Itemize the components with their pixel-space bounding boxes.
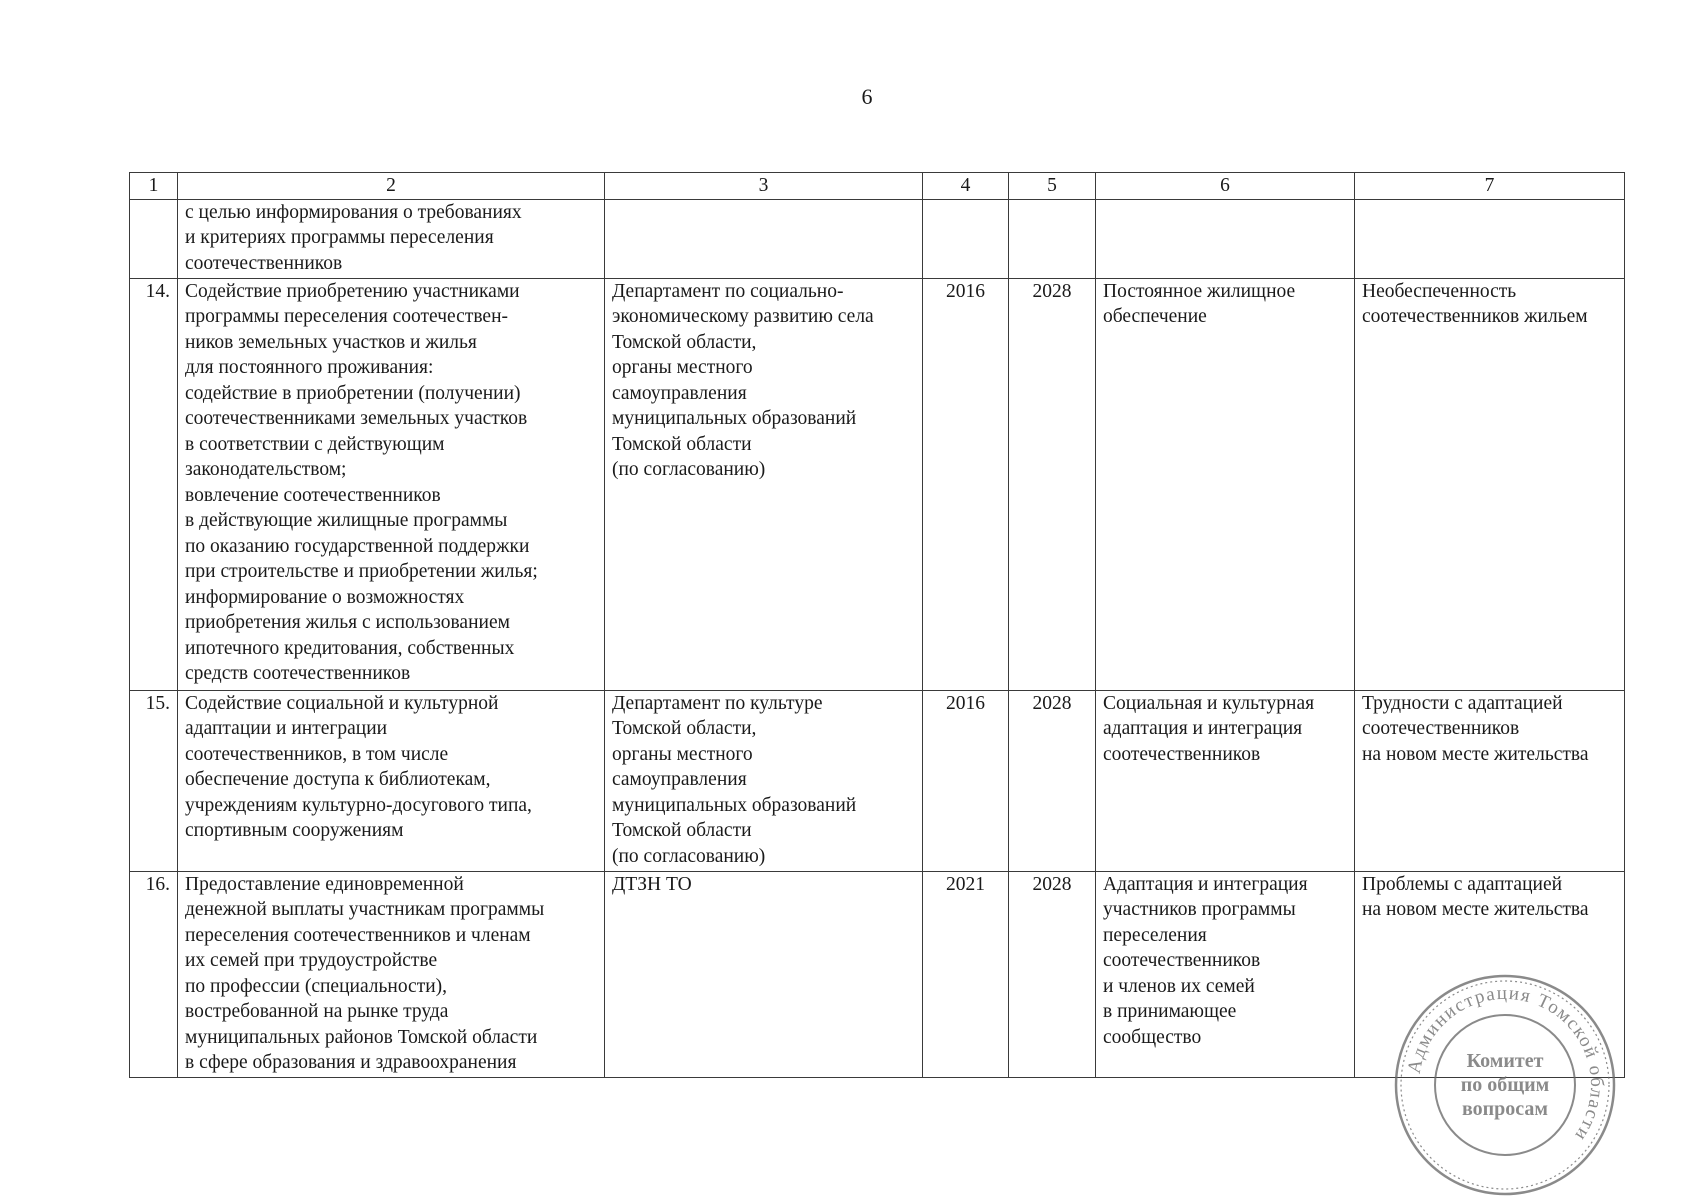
table-row [130, 278, 1625, 690]
cell-line: переселения [1103, 924, 1207, 946]
cell-line: в соответствии с действующим [185, 433, 445, 455]
risk-cell [1355, 690, 1625, 871]
cell-line: соотечественниками земельных участков [185, 408, 528, 429]
column-header: 2 [178, 173, 605, 200]
cell-line: Содействие приобретению участниками [185, 280, 520, 302]
cell-line: соотечественников [185, 252, 343, 274]
cell-line: адаптации и интеграции [185, 718, 388, 739]
start-year-cell [923, 199, 1009, 278]
result-cell [1096, 199, 1355, 278]
table-header-row [130, 173, 1625, 200]
risk-cell [1355, 199, 1625, 278]
table-row [130, 199, 1625, 278]
cell-line: и критериях программы переселения [185, 227, 494, 248]
cell-line: Предоставление единовременной [185, 873, 464, 895]
cell-line: Необеспеченность [1362, 280, 1517, 302]
cell-line: муниципальных районов Томской области [185, 1026, 538, 1048]
cell-line: ипотечного кредитования, собственных [185, 637, 515, 659]
row-number: 15. [130, 690, 178, 871]
column-header: 1 [130, 173, 178, 200]
row-number [130, 199, 178, 278]
row-number: 14. [130, 278, 178, 690]
cell-line: Проблемы с адаптацией [1362, 873, 1563, 895]
end-year-cell: 2028 [1009, 871, 1096, 1077]
cell-line: спортивным сооружениям [185, 820, 404, 841]
cell-line: их семей при трудоустройстве [185, 950, 438, 971]
cell-line: для постоянного проживания: [185, 357, 434, 378]
end-year-cell [1009, 199, 1096, 278]
cell-line: соотечественников [1103, 743, 1261, 765]
cell-line: Департамент по социально- [612, 280, 844, 302]
risk-cell [1355, 278, 1625, 690]
stamp-center-line: Комитет [1466, 1050, 1544, 1072]
cell-line: вовлечение соотечественников [185, 484, 441, 506]
cell-line: в принимающее [1103, 1001, 1237, 1022]
cell-line: приобретения жилья с использованием [185, 612, 510, 633]
cell-line: обеспечение доступа к библиотекам, [185, 769, 491, 790]
cell-line: при строительстве и приобретении жилья; [185, 561, 538, 582]
cell-line: экономическому развитию села [612, 306, 874, 327]
cell-line: информирование о возможностях [185, 586, 465, 608]
measure-cell [178, 199, 605, 278]
cell-line: (по согласованию) [612, 459, 766, 480]
start-year-cell: 2016 [923, 278, 1009, 690]
executor-cell [605, 278, 923, 690]
end-year-cell: 2028 [1009, 278, 1096, 690]
cell-line: законодательством; [185, 459, 347, 480]
cell-line: соотечественников жильем [1362, 306, 1588, 327]
column-header: 3 [605, 173, 923, 200]
cell-line: ников земельных участков и жилья [185, 331, 477, 353]
stamp-ring-text: Администрация Томской области [1403, 982, 1608, 1146]
cell-line: Содействие социальной и культурной [185, 692, 499, 714]
cell-line: муниципальных образований [612, 794, 857, 816]
cell-line: соотечественников [1362, 718, 1520, 739]
cell-line: Томской области [612, 433, 752, 455]
column-header: 4 [923, 173, 1009, 200]
cell-line: обеспечение [1103, 306, 1207, 327]
result-cell [1096, 690, 1355, 871]
cell-line: переселения соотечественников и членам [185, 924, 531, 946]
measure-cell [178, 871, 605, 1077]
cell-line: муниципальных образований [612, 408, 857, 429]
cell-line: в сфере образования и здравоохранения [185, 1052, 517, 1073]
executor-cell [605, 690, 923, 871]
cell-line: соотечественников, в том числе [185, 743, 449, 765]
cell-line: органы местного [612, 743, 753, 765]
cell-line: органы местного [612, 357, 753, 378]
result-cell [1096, 278, 1355, 690]
cell-line: с целью информирования о требованиях [185, 201, 522, 223]
column-header: 6 [1096, 173, 1355, 200]
measures-table [129, 172, 1625, 1078]
stamp-center-line: по общим [1460, 1074, 1550, 1096]
executor-cell [605, 199, 923, 278]
cell-line: по профессии (специальности), [185, 975, 448, 997]
cell-line: востребованной на рынке труда [185, 1001, 449, 1022]
cell-line: Трудности с адаптацией [1362, 692, 1563, 714]
cell-line: самоуправления [612, 382, 747, 404]
cell-line: сообщество [1103, 1026, 1202, 1048]
table-row [130, 690, 1625, 871]
cell-line: Социальная и культурная [1103, 692, 1315, 714]
stamp-center-line: вопросам [1461, 1098, 1549, 1120]
start-year-cell: 2021 [923, 871, 1009, 1077]
cell-line: Департамент по культуре [612, 692, 823, 714]
cell-line: (по согласованию) [612, 845, 766, 867]
cell-line: Томской области [612, 820, 752, 841]
column-header: 5 [1009, 173, 1096, 200]
cell-line: участников программы [1103, 899, 1296, 920]
official-seal-stamp [1392, 972, 1618, 1198]
end-year-cell: 2028 [1009, 690, 1096, 871]
measure-cell [178, 278, 605, 690]
cell-line: самоуправления [612, 769, 747, 790]
row-number: 16. [130, 871, 178, 1077]
page-number: 6 [861, 84, 873, 109]
cell-line: соотечественников [1103, 950, 1261, 971]
cell-line: и членов их семей [1103, 975, 1255, 997]
cell-line: в действующие жилищные программы [185, 510, 508, 531]
cell-line: содействие в приобретении (получении) [185, 382, 521, 404]
cell-line: по оказанию государственной поддержки [185, 535, 530, 557]
cell-line: на новом месте жительства [1362, 743, 1589, 765]
cell-line: Постоянное жилищное [1103, 280, 1296, 302]
cell-line: Томской области, [612, 331, 757, 353]
measure-cell [178, 690, 605, 871]
cell-line: учреждениям культурно-досугового типа, [185, 794, 532, 816]
cell-line: ДТЗН ТО [612, 873, 692, 895]
column-header: 7 [1355, 173, 1625, 200]
executor-cell [605, 871, 923, 1077]
cell-line: адаптация и интеграция [1103, 718, 1303, 739]
cell-line: на новом месте жительства [1362, 899, 1589, 920]
cell-line: денежной выплаты участникам программы [185, 899, 545, 920]
result-cell [1096, 871, 1355, 1077]
start-year-cell: 2016 [923, 690, 1009, 871]
cell-line: средств соотечественников [185, 663, 411, 684]
cell-line: Томской области, [612, 718, 757, 739]
cell-line: Адаптация и интеграция [1103, 873, 1308, 895]
cell-line: программы переселения соотечествен- [185, 306, 509, 327]
